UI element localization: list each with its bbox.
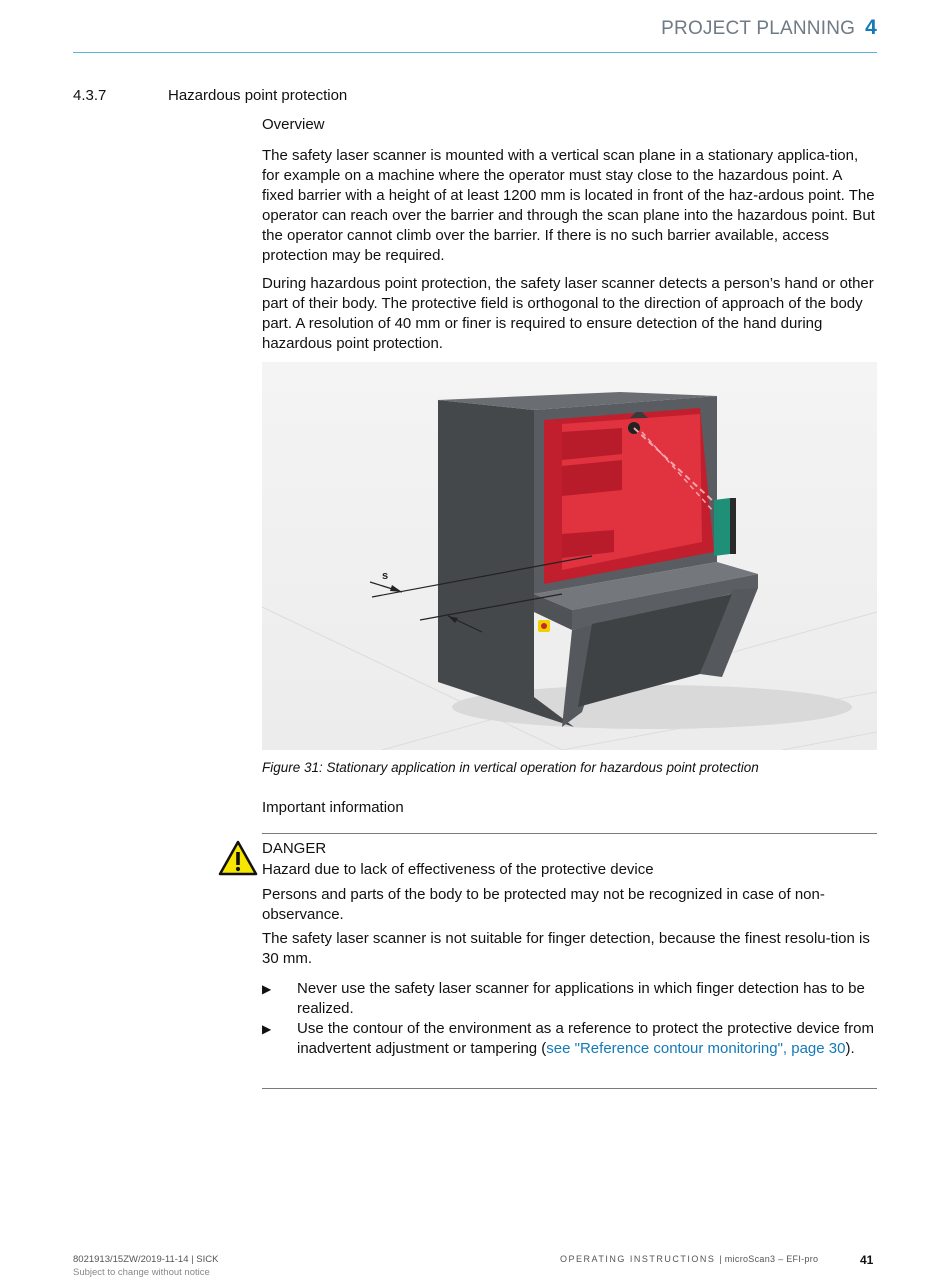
danger-paragraph-1: Persons and parts of the body to be protected may not be recognized in case of non-observance. [262,886,825,923]
danger-title: Hazard due to lack of effectiveness of the protective device [262,861,654,878]
triangle-bullet-icon: ▶ [262,1022,272,1036]
warning-triangle-icon [218,840,258,876]
reference-contour-link[interactable]: see "Reference contour monitoring", page 30 [546,1040,846,1057]
bullet-item-1: Never use the safety laser scanner for applications in which finger detection has to be realized. [297,980,865,1017]
page-number: 41 [860,1253,874,1267]
section-title: Hazardous point protection [168,87,348,104]
footer-middle [560,1254,818,1264]
overview-heading: Overview [262,116,325,133]
document-id: 8021913/15ZW/2019-11-14 | SICK [73,1254,219,1265]
running-header [661,16,877,40]
overview-paragraph-1: The safety laser scanner is mounted with a vertical scan plane in a stationary applica-tion, for example on a machine where the operator must stay close to the hazardous point. A fixed barrier with a height of at least 1200 mm is located in front of the haz-ardous point. The operator can reach over the barrier and through the scan plane into the hazardous point. But the operator cannot climb over the barrier. If there is no such barrier available, access protection may be required. [262,147,875,264]
chapter-number: 4 [865,16,877,39]
important-heading: Important information [262,799,404,816]
footer-left [73,1253,218,1279]
overview-paragraph-2: During hazardous point protection, the safety laser scanner detects a person’s hand or other part of their body. The protective field is orthogonal to the direction of approach of the body part. A resolution of 40 mm or finer is required to ensure detection of the hand during hazardous point protection. [262,275,874,352]
figure-caption: Figure 31: Stationary application in vertical operation for hazardous point protection [262,760,759,775]
danger-label: DANGER [262,840,327,857]
bullet-item-2 [297,1019,879,1059]
bullet-2-text: Use the contour of the environment as a reference to protect the protective device from inadvertent adjustment or tampering ( [297,1020,874,1057]
header-rule [73,52,877,53]
figure-31-illustration [262,362,877,750]
distance-label-s: s [382,570,389,582]
header-title: PROJECT PLANNING [661,18,856,39]
danger-bottom-rule [262,1088,877,1089]
danger-top-rule [262,833,877,834]
bullet-2-suffix: ). [845,1040,855,1057]
machine-illustration [262,362,877,750]
document-type: OPERATING INSTRUCTIONS [560,1254,716,1264]
triangle-bullet-icon: ▶ [262,982,272,996]
danger-paragraph-2: The safety laser scanner is not suitable for finger detection, because the finest resolu-tion is 30 mm. [262,930,870,967]
change-notice: Subject to change without notice [73,1267,210,1278]
product-name: | microScan3 – EFI-pro [719,1254,819,1264]
section-number: 4.3.7 [73,87,107,104]
